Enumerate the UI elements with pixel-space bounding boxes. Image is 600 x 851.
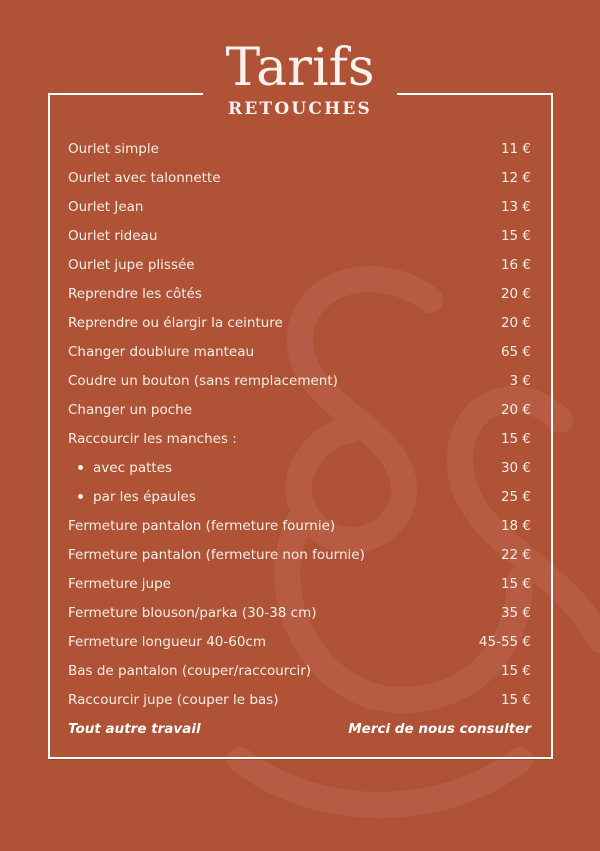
service-price: 16 € [500,256,531,273]
price-row [68,656,531,685]
service-price: 20 € [500,314,531,331]
service-price: 11 € [500,140,531,157]
service-price: 25 € [500,488,531,505]
page-subtitle: RETOUCHES [228,99,372,119]
price-row [68,221,531,250]
price-row [68,308,531,337]
price-row [68,134,531,163]
service-price: 15 € [500,662,531,679]
bullet-icon [78,494,83,499]
service-price: 20 € [500,401,531,418]
service-label: Fermeture jupe [68,575,171,592]
service-label: Ourlet rideau [68,227,158,244]
service-label: Coudre un bouton (sans remplacement) [68,372,338,389]
footer-row [68,714,531,743]
service-label: Fermeture pantalon (fermeture non fournie) [68,546,365,563]
service-price: 12 € [500,169,531,186]
service-label: Fermeture longueur 40-60cm [68,633,266,650]
service-price: 22 € [500,546,531,563]
service-price: 18 € [500,517,531,534]
service-label: Raccourcir jupe (couper le bas) [68,691,279,708]
service-label: Changer un poche [68,401,193,418]
page-title: Tarifs [225,38,375,98]
price-row [68,163,531,192]
service-price: 15 € [500,430,531,447]
price-row [68,685,531,714]
price-row [68,627,531,656]
service-label: Changer doublure manteau [68,343,255,360]
price-list [68,134,531,743]
service-label: avec pattes [93,459,173,476]
service-price: 45-55 € [478,633,531,650]
service-price: 3 € [509,372,531,389]
service-label: Bas de pantalon (couper/raccourcir) [68,662,312,679]
bullet-icon [78,465,83,470]
service-price: 15 € [500,691,531,708]
service-label: Ourlet Jean [68,198,144,215]
price-row [68,424,531,453]
service-price: 13 € [500,198,531,215]
price-row [68,598,531,627]
footer-note: Merci de nous consulter [348,720,531,737]
price-row [68,569,531,598]
service-price: 35 € [500,604,531,621]
service-label: par les épaules [93,488,196,505]
service-label: Raccourcir les manches : [68,430,237,447]
service-label: Reprendre les côtés [68,285,202,302]
footer-label: Tout autre travail [68,720,201,737]
price-row [68,540,531,569]
price-row [68,279,531,308]
service-label: Ourlet jupe plissée [68,256,195,273]
service-price: 30 € [500,459,531,476]
service-price: 15 € [500,575,531,592]
price-row [68,250,531,279]
service-price: 15 € [500,227,531,244]
service-price: 20 € [500,285,531,302]
price-row [68,192,531,221]
service-label: Ourlet simple [68,140,159,157]
price-row [68,337,531,366]
price-row [68,366,531,395]
price-subrow [68,482,531,511]
service-label: Reprendre ou élargir la ceinture [68,314,283,331]
price-row [68,511,531,540]
price-subrow [68,453,531,482]
service-label: Fermeture blouson/parka (30-38 cm) [68,604,317,621]
service-label: Fermeture pantalon (fermeture fournie) [68,517,336,534]
price-row [68,395,531,424]
service-price: 65 € [500,343,531,360]
service-label: Ourlet avec talonnette [68,169,221,186]
